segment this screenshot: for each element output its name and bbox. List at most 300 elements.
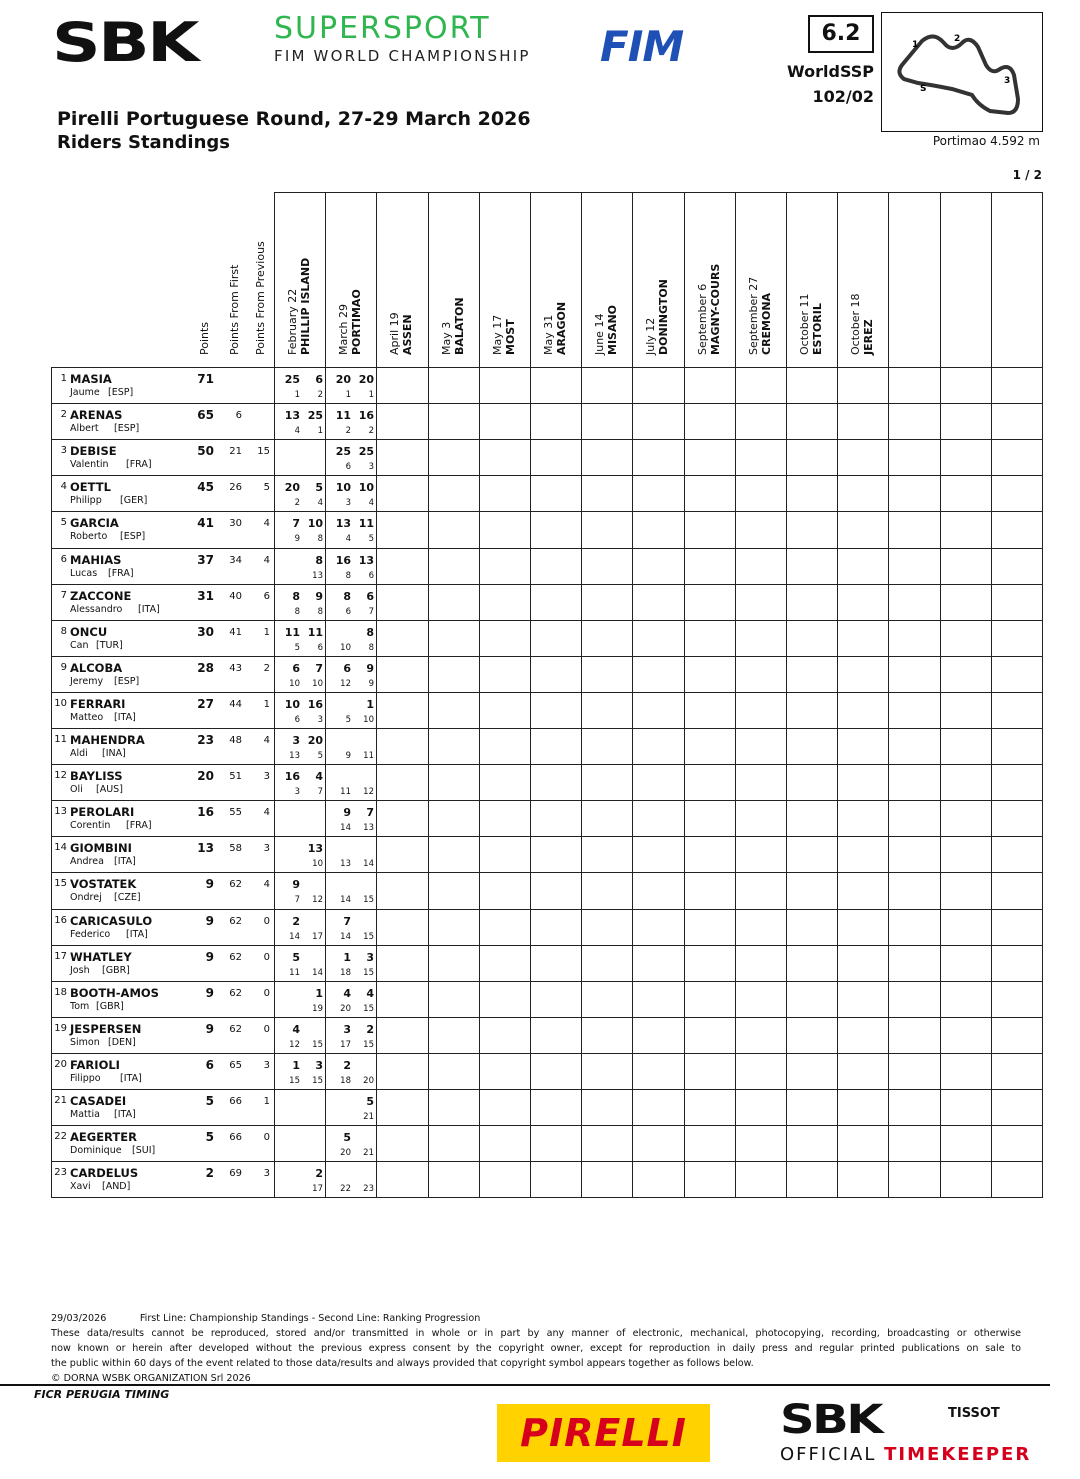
rider-points: 45: [197, 480, 214, 494]
rider-first-name: Federico: [70, 929, 111, 940]
timing-provider: FICR PERUGIA TIMING: [34, 1388, 170, 1401]
rider-surname: MAHIAS: [70, 553, 122, 567]
rider-points-from-first: 26: [229, 482, 242, 493]
round-column-border: [735, 192, 736, 1197]
rider-nationality: [ESP]: [114, 676, 140, 687]
race-1-points: 9: [292, 878, 300, 891]
round-column-border: [428, 192, 429, 1197]
row-border: [51, 692, 1043, 693]
class-name: WorldSSP: [787, 62, 874, 81]
race-1-ranking: 11: [289, 968, 300, 978]
official-timekeeper-logo: [780, 1397, 1032, 1465]
race-2-ranking: 20: [363, 1076, 374, 1086]
race-2-ranking: 21: [363, 1148, 374, 1158]
rider-first-name: Philipp: [70, 495, 102, 506]
rider-position: 21: [54, 1095, 67, 1106]
race-2-ranking: 15: [363, 1004, 374, 1014]
row-border: [51, 836, 1043, 837]
rider-first-name: Jaume: [70, 387, 100, 398]
race-2-ranking: 2: [368, 426, 374, 436]
points-header-label: Points: [198, 321, 211, 355]
race-2-points: 9: [366, 662, 374, 675]
footer-info-line: [51, 1311, 1021, 1326]
round-column-border: [1042, 192, 1043, 1197]
rider-points-from-first: 58: [229, 843, 242, 854]
doc-number: 102/02: [812, 87, 874, 106]
rider-points: 30: [197, 625, 214, 639]
race-1-points: 2: [343, 1059, 351, 1072]
pirelli-logo-text: PIRELLI: [520, 1411, 687, 1455]
race-2-points: 3: [366, 951, 374, 964]
rider-points: 2: [205, 1166, 214, 1180]
fim-logo-text: FIM: [600, 22, 684, 71]
rider-points-from-previous: 0: [263, 916, 270, 927]
row-border: [51, 656, 1043, 657]
race-2-ranking: 7: [317, 787, 323, 797]
rider-points: 13: [197, 841, 214, 855]
race-2-points: 9: [315, 590, 323, 603]
rider-first-name: Oli: [70, 784, 83, 795]
race-2-points: 10: [307, 517, 323, 530]
fim-logo: [600, 22, 683, 71]
row-border: [51, 728, 1043, 729]
rider-points: 16: [197, 805, 214, 819]
race-1-ranking: 10: [289, 679, 300, 689]
round-column-border: [991, 192, 992, 1197]
race-2-ranking: 3: [317, 715, 323, 725]
race-1-ranking: 20: [340, 1148, 351, 1158]
rider-points-from-first: 62: [229, 988, 242, 999]
race-1-ranking: 6: [345, 462, 351, 472]
rider-points-from-first: 6: [235, 410, 242, 421]
rider-nationality: [GER]: [120, 495, 148, 506]
round-venue: PORTIMAO: [350, 289, 364, 355]
race-1-points: 8: [343, 590, 351, 603]
rider-points: 41: [197, 516, 214, 530]
rider-first-name: Aldi: [70, 748, 88, 759]
race-1-ranking: 22: [340, 1184, 351, 1194]
rider-nationality: [FRA]: [126, 820, 152, 831]
rider-points-from-previous: 4: [263, 518, 270, 529]
race-1-points: 20: [335, 373, 351, 386]
race-2-ranking: 2: [317, 390, 323, 400]
rider-points: 9: [205, 986, 214, 1000]
rider-first-name: Matteo: [70, 712, 104, 723]
round-header-8: [696, 264, 722, 355]
round-date: June 14: [593, 313, 607, 355]
row-border: [51, 945, 1043, 946]
race-2-points: 10: [358, 481, 374, 494]
race-1-points: 7: [292, 517, 300, 530]
rider-position: 5: [60, 517, 67, 528]
disclaimer-line-1: These data/results cannot be reproduced, stored and/or transmitted in whole or in part by any manner of electronic, mechanical, photocopying, recording, broadcasting or otherwise: [51, 1328, 1021, 1339]
rider-position: 23: [54, 1167, 67, 1178]
rider-nationality: [ITA]: [120, 1073, 142, 1084]
rider-points-from-previous: 2: [263, 663, 270, 674]
round-header-10: [798, 293, 824, 355]
race-2-ranking: 12: [363, 787, 374, 797]
rider-position: 9: [60, 662, 67, 673]
rider-points-from-previous: 1: [263, 627, 270, 638]
round-date: February 22: [286, 288, 299, 355]
race-2-points: 3: [315, 1059, 323, 1072]
rider-position: 1: [60, 373, 67, 384]
race-2-ranking: 7: [368, 607, 374, 617]
rider-points-from-previous: 4: [263, 879, 270, 890]
rider-surname: PEROLARI: [70, 805, 135, 819]
rider-surname: DEBISE: [70, 444, 117, 458]
race-2-points: 20: [358, 373, 374, 386]
rider-points-from-first: 62: [229, 952, 242, 963]
race-1-ranking: 7: [294, 895, 300, 905]
rider-position: 6: [60, 554, 67, 565]
rider-nationality: [CZE]: [114, 892, 141, 903]
race-2-ranking: 13: [363, 823, 374, 833]
race-1-ranking: 17: [340, 1040, 351, 1050]
row-border: [51, 1053, 1043, 1054]
race-1-points: 4: [343, 987, 351, 1000]
race-2-points: 8: [315, 554, 323, 567]
round-date: May 31: [542, 314, 555, 355]
rider-first-name: Alessandro: [70, 604, 123, 615]
race-1-points: 5: [292, 951, 300, 964]
row-border: [51, 620, 1043, 621]
race-1-ranking: 4: [294, 426, 300, 436]
rider-first-name: Simon: [70, 1037, 100, 1048]
rider-points: 23: [197, 733, 214, 747]
race-2-ranking: 1: [368, 390, 374, 400]
turn-3-label: 3: [1004, 76, 1011, 86]
series-name: SUPERSPORT: [274, 11, 491, 46]
rider-points-from-first: 43: [229, 663, 242, 674]
turn-1-label: 1: [912, 40, 919, 50]
track-map: [881, 12, 1043, 132]
rider-position: 12: [54, 770, 67, 781]
rider-points-from-previous: 5: [263, 482, 270, 493]
round-column-border: [530, 192, 531, 1197]
round-venue: BALATON: [452, 297, 466, 355]
race-2-ranking: 10: [312, 679, 323, 689]
race-2-ranking: 5: [317, 751, 323, 761]
rider-nationality: [DEN]: [108, 1037, 136, 1048]
rider-nationality: [ESP]: [114, 423, 140, 434]
race-2-points: 25: [307, 409, 323, 422]
tissot-logo: TISSOT: [948, 1406, 1000, 1421]
race-1-ranking: 6: [294, 715, 300, 725]
rider-position: 10: [54, 698, 67, 709]
race-1-ranking: 13: [340, 859, 351, 869]
rider-points: 9: [205, 914, 214, 928]
round-header-2: [388, 312, 414, 355]
race-2-points: 6: [366, 590, 374, 603]
race-2-points: 5: [315, 481, 323, 494]
race-2-ranking: 14: [312, 968, 323, 978]
rider-position: 13: [54, 806, 67, 817]
race-2-ranking: 9: [368, 679, 374, 689]
doc-title: Riders Standings: [57, 132, 230, 153]
row-border: [51, 403, 1043, 404]
rider-points: 71: [197, 372, 214, 386]
round-column-border: [274, 192, 275, 1197]
rider-points-from-previous: 3: [263, 1168, 270, 1179]
race-1-ranking: 5: [294, 643, 300, 653]
rider-points: 31: [197, 589, 214, 603]
rider-position: 22: [54, 1131, 67, 1142]
rider-nationality: [AUS]: [96, 784, 123, 795]
rider-nationality: [TUR]: [96, 640, 123, 651]
race-2-points: 2: [366, 1023, 374, 1036]
doc-code: 6.2: [808, 15, 874, 53]
rider-first-name: Roberto: [70, 531, 108, 542]
rider-position: 16: [54, 915, 67, 926]
rider-position: 14: [54, 842, 67, 853]
rider-points-from-previous: 0: [263, 952, 270, 963]
rider-surname: BOOTH-AMOS: [70, 986, 159, 1000]
round-header-1: [337, 289, 363, 355]
rider-points: 5: [205, 1130, 214, 1144]
rider-surname: CARICASULO: [70, 914, 153, 928]
race-2-points: 2: [315, 1167, 323, 1180]
rider-points: 28: [197, 661, 214, 675]
rider-position: 19: [54, 1023, 67, 1034]
race-2-points: 1: [315, 987, 323, 1000]
rider-surname: OETTL: [70, 480, 111, 494]
race-1-ranking: 1: [345, 390, 351, 400]
rider-nationality: [FRA]: [108, 568, 134, 579]
race-2-ranking: 15: [312, 1040, 323, 1050]
race-1-ranking: 9: [345, 751, 351, 761]
round-venue: CREMONA: [759, 292, 773, 355]
race-2-ranking: 8: [368, 643, 374, 653]
race-2-ranking: 4: [368, 498, 374, 508]
rider-first-name: Tom: [70, 1001, 90, 1012]
race-2-points: 5: [366, 1095, 374, 1108]
round-column-border: [325, 192, 326, 1197]
rider-points-from-previous: 1: [263, 1096, 270, 1107]
copyright: © DORNA WSBK ORGANIZATION Srl 2026: [51, 1373, 251, 1384]
race-1-points: 1: [343, 951, 351, 964]
rider-points: 9: [205, 1022, 214, 1036]
track-layout-icon: [882, 13, 1042, 131]
rider-points-from-previous: 4: [263, 735, 270, 746]
race-1-ranking: 8: [345, 571, 351, 581]
race-2-points: 11: [358, 517, 374, 530]
row-border: [51, 909, 1043, 910]
race-2-ranking: 15: [363, 1040, 374, 1050]
rider-position: 18: [54, 987, 67, 998]
rider-surname: VOSTATEK: [70, 877, 137, 891]
race-2-ranking: 4: [317, 498, 323, 508]
round-date: September 27: [746, 276, 760, 355]
race-2-points: 13: [358, 554, 374, 567]
rider-surname: AEGERTER: [70, 1130, 137, 1144]
rider-position: 7: [60, 590, 67, 601]
rider-surname: ONCU: [70, 625, 108, 639]
race-1-ranking: 2: [294, 498, 300, 508]
race-1-ranking: 18: [340, 968, 351, 978]
race-1-points: 13: [335, 517, 351, 530]
rider-nationality: [ESP]: [120, 531, 146, 542]
rider-points: 9: [205, 877, 214, 891]
row-border: [51, 584, 1043, 585]
rider-position: 3: [60, 445, 67, 456]
race-1-ranking: 2: [345, 426, 351, 436]
rider-points-from-first: 40: [229, 591, 242, 602]
page-indicator: 1 / 2: [1012, 168, 1042, 182]
round-column-border: [479, 192, 480, 1197]
race-2-ranking: 17: [312, 1184, 323, 1194]
rider-surname: ARENAS: [70, 408, 123, 422]
rider-points-from-first: 51: [229, 771, 242, 782]
race-2-points: 4: [315, 770, 323, 783]
rider-surname: FARIOLI: [70, 1058, 120, 1072]
race-2-ranking: 15: [363, 968, 374, 978]
race-1-points: 10: [335, 481, 351, 494]
rider-points-from-first: 21: [229, 446, 242, 457]
race-1-points: 25: [284, 373, 300, 386]
turn-2-label: 2: [954, 34, 961, 44]
row-border: [51, 981, 1043, 982]
race-2-points: 1: [366, 698, 374, 711]
round-header-11: [849, 293, 875, 355]
rider-nationality: [ITA]: [138, 604, 160, 615]
official-timekeeper-text: [780, 1444, 1031, 1465]
rider-points: 9: [205, 950, 214, 964]
race-2-points: 13: [307, 842, 323, 855]
round-venue: ASSEN: [401, 314, 415, 355]
row-border: [51, 475, 1043, 476]
race-2-points: 6: [315, 373, 323, 386]
header-top-border: [274, 192, 1043, 193]
rider-position: 8: [60, 626, 67, 637]
round-header-4: [491, 315, 517, 355]
rider-points: 6: [205, 1058, 214, 1072]
round-date: October 18: [849, 293, 863, 355]
row-border: [51, 1161, 1043, 1162]
rider-nationality: [AND]: [102, 1181, 131, 1192]
round-date: May 17: [490, 314, 504, 355]
race-1-points: 2: [292, 915, 300, 928]
disclaimer-line-3: the public within 60 days of the event related to those data/results and always provided that copyright symbol appears together as follows below.: [51, 1358, 754, 1369]
rider-points-from-previous: 0: [263, 988, 270, 999]
round-column-border: [888, 192, 889, 1197]
race-1-ranking: 3: [294, 787, 300, 797]
rider-surname: MAHENDRA: [70, 733, 145, 747]
row-border: [51, 1125, 1043, 1126]
round-venue: MAGNY-COURS: [708, 263, 722, 355]
rider-nationality: [GBR]: [96, 1001, 124, 1012]
rider-points-from-first: 30: [229, 518, 242, 529]
rider-points-from-first: 44: [229, 699, 242, 710]
rider-surname: GIOMBINI: [70, 841, 132, 855]
race-1-ranking: 6: [345, 607, 351, 617]
rider-first-name: Can: [70, 640, 89, 651]
rider-points-from-previous: 3: [263, 1060, 270, 1071]
rider-surname: GARCIA: [70, 516, 119, 530]
race-1-ranking: 13: [289, 751, 300, 761]
race-2-ranking: 13: [312, 571, 323, 581]
rider-nationality: [ESP]: [108, 387, 134, 398]
from-first-header-label: Points From First: [228, 264, 241, 355]
header-points: [198, 322, 211, 355]
race-1-ranking: 14: [340, 823, 351, 833]
race-2-ranking: 3: [368, 462, 374, 472]
rider-points: 37: [197, 553, 214, 567]
rider-first-name: Dominique: [70, 1145, 122, 1156]
rider-nationality: [INA]: [102, 748, 126, 759]
round-date: May 3: [439, 321, 453, 355]
race-1-points: 13: [284, 409, 300, 422]
race-2-ranking: 5: [368, 534, 374, 544]
race-2-points: 7: [366, 806, 374, 819]
series-subtitle: FIM WORLD CHAMPIONSHIP: [274, 47, 531, 65]
event-title: Pirelli Portuguese Round, 27-29 March 2026: [57, 108, 531, 130]
race-1-ranking: 14: [340, 895, 351, 905]
footer: [51, 1311, 1021, 1386]
round-venue: DONINGTON: [657, 279, 671, 355]
race-2-points: 11: [307, 626, 323, 639]
race-1-ranking: 1: [294, 390, 300, 400]
rider-first-name: Jeremy: [70, 676, 104, 687]
rider-points-from-first: 62: [229, 879, 242, 890]
rider-points-from-first: 48: [229, 735, 242, 746]
row-border: [51, 872, 1043, 873]
rider-surname: ALCOBA: [70, 661, 123, 675]
race-2-ranking: 10: [363, 715, 374, 725]
row-border: [51, 548, 1043, 549]
disclaimer-line-2: now known or herein after developed without the previous express consent by the copyright owner, except for reproduction in daily press and regular printed publications on sale to: [51, 1343, 1021, 1354]
round-column-border: [684, 192, 685, 1197]
round-column-border: [581, 192, 582, 1197]
race-2-ranking: 15: [363, 895, 374, 905]
race-1-points: 10: [284, 698, 300, 711]
rider-surname: FERRARI: [70, 697, 126, 711]
rider-surname: BAYLISS: [70, 769, 123, 783]
rider-points-from-previous: 4: [263, 555, 270, 566]
race-1-points: 1: [292, 1059, 300, 1072]
rider-nationality: [GBR]: [102, 965, 130, 976]
round-date: September 6: [695, 283, 709, 355]
rider-points-from-first: 69: [229, 1168, 242, 1179]
row-border: [51, 800, 1043, 801]
footer-divider: [0, 1384, 1050, 1386]
race-2-points: 16: [358, 409, 374, 422]
round-venue: ARAGON: [555, 301, 568, 355]
rider-points-from-first: 65: [229, 1060, 242, 1071]
rider-nationality: [ITA]: [126, 929, 148, 940]
race-2-ranking: 1: [317, 426, 323, 436]
header-from-first: [228, 265, 241, 355]
race-1-ranking: 9: [294, 534, 300, 544]
track-caption: Portimao 4.592 m: [932, 134, 1040, 148]
rider-surname: ZACCONE: [70, 589, 132, 603]
rider-position: 15: [54, 878, 67, 889]
rider-first-name: Mattia: [70, 1109, 100, 1120]
rider-points-from-previous: 3: [263, 771, 270, 782]
sbk-footer-logo-text: SBK: [780, 1397, 882, 1443]
rider-points: 20: [197, 769, 214, 783]
rider-points: 27: [197, 697, 214, 711]
row-border: [51, 439, 1043, 440]
row-border: [51, 764, 1043, 765]
rider-position: 17: [54, 951, 67, 962]
rider-surname: MASIA: [70, 372, 112, 386]
start-label: S: [920, 84, 927, 94]
sbk-logo: [52, 11, 197, 74]
round-header-7: [644, 279, 670, 355]
race-1-points: 16: [284, 770, 300, 783]
race-2-ranking: 15: [312, 1076, 323, 1086]
